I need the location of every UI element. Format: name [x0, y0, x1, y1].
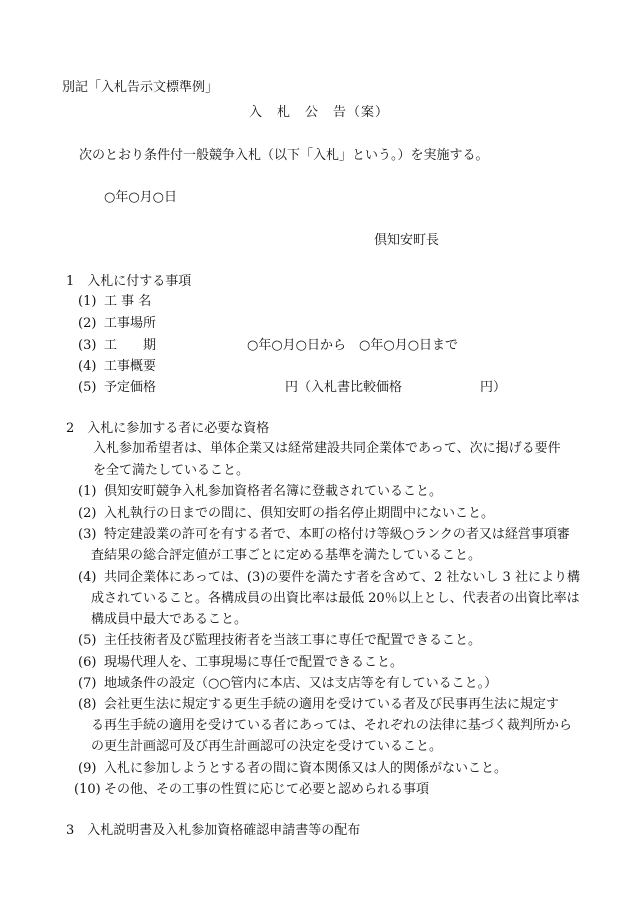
s1-item-label: 工 期 [104, 338, 157, 353]
s2-item-line: 会社更生法に規定する更生手続の適用を受けている者及び民事再生法に規定す [104, 697, 560, 712]
s2-item-num: (2) [78, 506, 97, 521]
section2-lead: 入札参加希望者は、単体企業又は経常建設共同企業体であって、次に掲げる要件を全て満たしていること。 [93, 441, 561, 478]
s2-item-line: その他、その工事の性質に応じて必要と認められる事項 [104, 782, 430, 797]
section1-heading: 1 入札に付する事項 [66, 274, 192, 289]
s2-item-line: 査結果の総合評定値が工事ごとに定める基準を満たしていること。 [91, 548, 482, 563]
s2-item-num: (6) [78, 655, 97, 670]
s2-item-num: (4) [78, 570, 97, 585]
s2-item-num: (8) [78, 697, 97, 712]
s1-item-label: 工事場所 [104, 316, 157, 331]
s1-item-num: (1) [78, 294, 97, 309]
s1-item-value: ○年○月○日から ○年○月○日まで [247, 338, 459, 353]
s1-item-label: 予定価格 [104, 380, 157, 395]
s1-item-label: 工事概要 [104, 359, 157, 374]
s1-item-value: 円（入札書比較価格 円） [285, 380, 507, 395]
section3-heading: 3 入札説明書及入札参加資格確認申請書等の配布 [66, 823, 361, 838]
s1-item-num: (5) [78, 380, 97, 395]
s2-item-line: る再生手続の適用を受けている者にあっては、それぞれの法律に基づく裁判所から [91, 718, 572, 733]
document-title: 入 札 公 告（案） [249, 105, 390, 120]
s2-item-line: 入札執行の日までの間に、倶知安町の指名停止期間中にないこと。 [104, 506, 495, 521]
intro-text: 次のとおり条件付一般競争入札（以下「入札」という。）を実施する。 [79, 148, 489, 163]
s2-item-line: 成されていること。各構成員の出資比率は最低 20％以上とし、代表者の出資比率は [91, 591, 580, 606]
s2-item-num: (5) [78, 633, 97, 648]
s2-item-line: 現場代理人を、工事現場に専任で配置できること。 [104, 655, 404, 670]
issuer-name: 倶知安町長 [374, 233, 440, 248]
s2-item-num: (9) [78, 761, 97, 776]
s1-item-num: (4) [78, 359, 97, 374]
annex-label: 別記「入札告示文標準例」 [62, 80, 219, 95]
section2-heading: 2 入札に参加する者に必要な資格 [66, 421, 270, 436]
s1-item-label: 工 事 名 [104, 294, 152, 309]
s2-item-line: 倶知安町競争入札参加資格者名簿に登載されていること。 [104, 484, 443, 499]
s2-item-line: 主任技術者及び監理技術者を当該工事に専任で配置できること。 [104, 633, 482, 648]
s2-item-line: の更生計画認可及び再生計画認可の決定を受けていること。 [91, 739, 443, 754]
s2-item-num: (7) [78, 676, 97, 691]
s2-item-line: 入札に参加しようとする者の間に資本関係又は人的関係がないこと。 [104, 761, 508, 776]
s2-item-line: 構成員中最大であること。 [91, 612, 248, 627]
notice-date: ○年○月○日 [104, 190, 178, 205]
s1-item-num: (3) [78, 338, 97, 353]
s2-item-num: (3) [78, 527, 97, 542]
s2-item-num: (10) [74, 782, 101, 797]
s2-item-line: 地域条件の設定（○○管内に本店、又は支店等を有していること。） [104, 676, 498, 691]
s2-item-line: 共同企業体にあっては、(3)の要件を満たす者を含めて、2 社ないし 3 社により構 [104, 570, 580, 585]
s2-item-line: 特定建設業の許可を有する者で、本町の格付け等級○ランクの者又は経営事項審 [104, 527, 570, 542]
s2-item-num: (1) [78, 484, 97, 499]
s1-item-num: (2) [78, 316, 97, 331]
